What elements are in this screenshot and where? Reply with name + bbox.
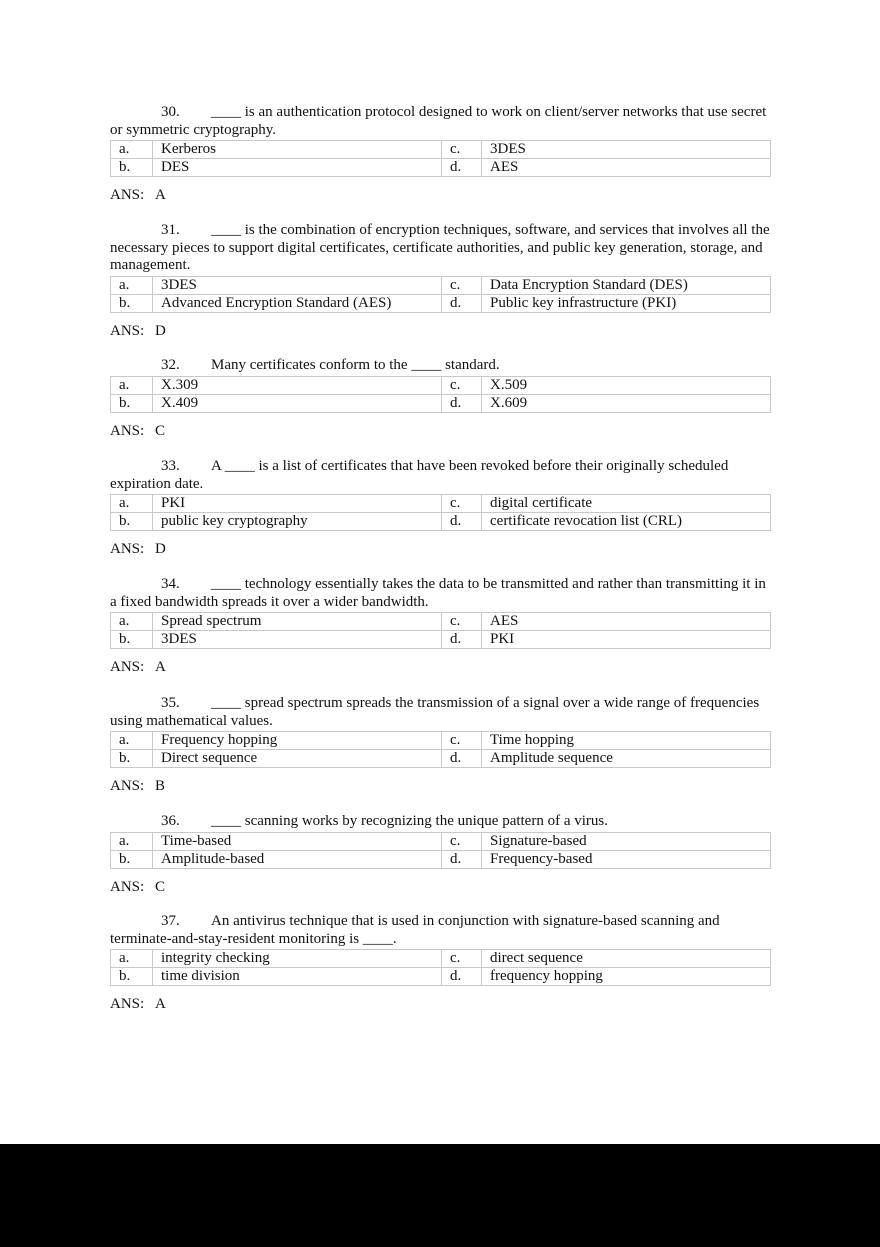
answer-value: A xyxy=(155,996,166,1012)
option-d[interactable]: certificate revocation list (CRL) xyxy=(482,513,771,531)
options-table xyxy=(110,376,771,413)
question-37 xyxy=(110,913,772,1013)
option-c[interactable]: 3DES xyxy=(482,141,771,159)
option-b[interactable]: time division xyxy=(153,968,442,986)
option-b[interactable]: Amplitude-based xyxy=(153,850,442,868)
option-label-c: c. xyxy=(442,832,482,850)
option-label-a: a. xyxy=(111,613,153,631)
question-33 xyxy=(110,458,772,558)
answer xyxy=(110,879,772,896)
options-table xyxy=(110,612,771,649)
answer xyxy=(110,423,772,440)
option-label-a: a. xyxy=(111,732,153,750)
question-31 xyxy=(110,222,772,340)
question-number: 35. xyxy=(161,695,180,711)
option-label-c: c. xyxy=(442,141,482,159)
option-label-a: a. xyxy=(111,832,153,850)
option-c[interactable]: digital certificate xyxy=(482,495,771,513)
option-d[interactable]: Public key infrastructure (PKI) xyxy=(482,294,771,312)
option-label-a: a. xyxy=(111,141,153,159)
answer-label: ANS: xyxy=(110,422,145,439)
option-a[interactable]: Frequency hopping xyxy=(153,732,442,750)
option-c[interactable]: direct sequence xyxy=(482,950,771,968)
option-label-c: c. xyxy=(442,613,482,631)
question-stem: ____ spread spectrum spreads the transmission of a signal over a wide range of frequencies using mathematical values. xyxy=(110,695,760,729)
option-c[interactable]: X.509 xyxy=(482,376,771,394)
option-label-a: a. xyxy=(111,376,153,394)
option-a[interactable]: Spread spectrum xyxy=(153,613,442,631)
answer-value: C xyxy=(155,422,166,439)
answer xyxy=(110,187,772,204)
option-b[interactable]: Direct sequence xyxy=(153,750,442,768)
answer-label: ANS: xyxy=(110,778,145,794)
answer-label: ANS: xyxy=(110,996,145,1012)
question-stem: ____ technology essentially takes the data to be transmitted and rather than transmitting it in a fixed bandwidth spreads it over a wider bandwidth. xyxy=(110,576,766,610)
option-d[interactable]: PKI xyxy=(482,631,771,649)
option-label-c: c. xyxy=(442,950,482,968)
question-36 xyxy=(110,813,772,896)
option-label-b: b. xyxy=(111,968,153,986)
option-a[interactable]: 3DES xyxy=(153,276,442,294)
option-b[interactable]: public key cryptography xyxy=(153,513,442,531)
answer-label: ANS: xyxy=(110,541,145,557)
option-d[interactable]: frequency hopping xyxy=(482,968,771,986)
option-b[interactable]: X.409 xyxy=(153,394,442,412)
answer xyxy=(110,659,772,676)
option-label-b: b. xyxy=(111,513,153,531)
question-stem: A ____ is a list of certificates that have been revoked before their originally scheduled expiration date. xyxy=(110,458,729,492)
option-a[interactable]: integrity checking xyxy=(153,950,442,968)
answer xyxy=(110,996,772,1013)
answer-value: A xyxy=(155,187,166,203)
question-stem: Many certificates conform to the ____ standard. xyxy=(211,357,500,373)
option-b[interactable]: DES xyxy=(153,159,442,177)
option-label-b: b. xyxy=(111,750,153,768)
option-label-d: d. xyxy=(442,513,482,531)
answer-value: C xyxy=(155,878,166,895)
option-label-d: d. xyxy=(442,631,482,649)
option-label-d: d. xyxy=(442,850,482,868)
option-c[interactable]: AES xyxy=(482,613,771,631)
option-label-c: c. xyxy=(442,376,482,394)
question-number: 33. xyxy=(161,458,180,474)
question-stem: An antivirus technique that is used in conjunction with signature-based scanning and terminate-and-stay-resident monitoring is ____. xyxy=(110,913,720,947)
option-label-b: b. xyxy=(111,631,153,649)
option-d[interactable]: Amplitude sequence xyxy=(482,750,771,768)
option-d[interactable]: X.609 xyxy=(482,394,771,412)
question-35 xyxy=(110,695,772,795)
option-a[interactable]: X.309 xyxy=(153,376,442,394)
answer-value: D xyxy=(155,322,166,339)
option-label-d: d. xyxy=(442,294,482,312)
answer-label: ANS: xyxy=(110,878,145,895)
option-label-c: c. xyxy=(442,495,482,513)
answer-label: ANS: xyxy=(110,187,145,203)
answer xyxy=(110,541,772,558)
answer-label: ANS: xyxy=(110,322,145,339)
option-label-b: b. xyxy=(111,159,153,177)
option-label-a: a. xyxy=(111,276,153,294)
option-d[interactable]: Frequency-based xyxy=(482,850,771,868)
option-label-d: d. xyxy=(442,968,482,986)
answer xyxy=(110,778,772,795)
black-margin xyxy=(0,1144,880,1247)
options-table xyxy=(110,494,771,531)
option-b[interactable]: Advanced Encryption Standard (AES) xyxy=(153,294,442,312)
option-label-c: c. xyxy=(442,276,482,294)
question-stem: ____ scanning works by recognizing the unique pattern of a virus. xyxy=(211,813,608,829)
options-table xyxy=(110,832,771,869)
question-number: 34. xyxy=(161,576,180,592)
question-number: 36. xyxy=(161,813,180,829)
options-table xyxy=(110,140,771,177)
option-c[interactable]: Signature-based xyxy=(482,832,771,850)
answer-value: D xyxy=(155,541,166,557)
option-c[interactable]: Time hopping xyxy=(482,732,771,750)
options-table xyxy=(110,731,771,768)
answer-label: ANS: xyxy=(110,659,145,675)
answer-value: A xyxy=(155,659,166,675)
option-label-b: b. xyxy=(111,394,153,412)
option-a[interactable]: Kerberos xyxy=(153,141,442,159)
option-a[interactable]: Time-based xyxy=(153,832,442,850)
question-number: 31. xyxy=(161,222,180,238)
question-32 xyxy=(110,357,772,440)
question-number: 32. xyxy=(161,357,180,373)
option-label-b: b. xyxy=(111,294,153,312)
option-b[interactable]: 3DES xyxy=(153,631,442,649)
option-label-d: d. xyxy=(442,394,482,412)
question-30 xyxy=(110,104,772,204)
option-c[interactable]: Data Encryption Standard (DES) xyxy=(482,276,771,294)
question-number: 30. xyxy=(161,104,180,120)
option-label-a: a. xyxy=(111,495,153,513)
question-stem: ____ is an authentication protocol designed to work on client/server networks that use secret or symmetric cryptography. xyxy=(110,104,767,138)
option-label-d: d. xyxy=(442,750,482,768)
options-table xyxy=(110,276,771,313)
option-label-a: a. xyxy=(111,950,153,968)
option-label-b: b. xyxy=(111,850,153,868)
question-stem: ____ is the combination of encryption techniques, software, and services that involves all the necessary pieces to support digital certificates, certificate authorities, and public key generation, storage, and management. xyxy=(110,222,770,273)
answer xyxy=(110,323,772,340)
option-a[interactable]: PKI xyxy=(153,495,442,513)
question-number: 37. xyxy=(161,913,180,929)
option-d[interactable]: AES xyxy=(482,159,771,177)
options-table xyxy=(110,949,771,986)
answer-value: B xyxy=(155,778,166,794)
option-label-d: d. xyxy=(442,159,482,177)
question-34 xyxy=(110,576,772,676)
option-label-c: c. xyxy=(442,732,482,750)
